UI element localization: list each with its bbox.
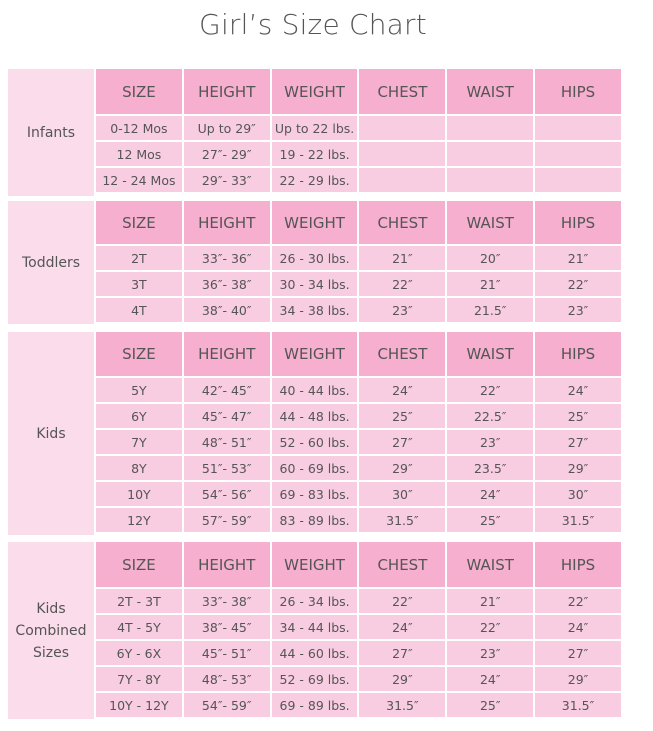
cell-waist: 23.5″ bbox=[447, 456, 535, 482]
cell-hips: 22″ bbox=[535, 272, 621, 298]
cell-weight: 52 - 69 lbs. bbox=[272, 667, 360, 693]
group-label-text: Toddlers bbox=[21, 254, 81, 271]
cell-hips: 27″ bbox=[535, 430, 621, 456]
group-label-text bbox=[15, 598, 86, 664]
cell-weight: 34 - 44 lbs. bbox=[272, 615, 360, 641]
cell-hips: 23″ bbox=[535, 298, 621, 324]
cell-chest: 31.5″ bbox=[359, 693, 447, 719]
group-label-line: Combined bbox=[15, 622, 87, 639]
cell-size: 0-12 Mos bbox=[96, 116, 184, 142]
cell-waist: 21″ bbox=[447, 589, 535, 615]
table-row bbox=[96, 298, 621, 324]
header-row bbox=[96, 69, 621, 116]
cell-hips: 30″ bbox=[535, 482, 621, 508]
cell-chest: 23″ bbox=[359, 298, 447, 324]
cell-height: 38″- 45″ bbox=[184, 615, 272, 641]
table-row bbox=[96, 456, 621, 482]
group-label bbox=[8, 201, 94, 324]
cell-hips: 29″ bbox=[535, 456, 621, 482]
header-waist: WAIST bbox=[447, 332, 535, 378]
group-label-line: Sizes bbox=[32, 644, 70, 661]
cell-waist: 24″ bbox=[447, 482, 535, 508]
group-label bbox=[8, 69, 94, 196]
cell-size: 4T - 5Y bbox=[96, 615, 184, 641]
cell-waist bbox=[447, 116, 535, 142]
cell-hips: 24″ bbox=[535, 615, 621, 641]
group-rows bbox=[96, 69, 621, 194]
group-rows bbox=[96, 201, 621, 324]
header-weight: WEIGHT bbox=[272, 69, 360, 116]
header-waist: WAIST bbox=[447, 542, 535, 589]
cell-size: 5Y bbox=[96, 378, 184, 404]
header-size: SIZE bbox=[96, 69, 184, 116]
cell-chest: 29″ bbox=[359, 667, 447, 693]
cell-waist: 25″ bbox=[447, 508, 535, 534]
size-group-infants bbox=[8, 69, 621, 196]
table-row bbox=[96, 430, 621, 456]
cell-chest bbox=[359, 168, 447, 194]
cell-hips: 25″ bbox=[535, 404, 621, 430]
table-row bbox=[96, 667, 621, 693]
cell-weight: 83 - 89 lbs. bbox=[272, 508, 360, 534]
table-row bbox=[96, 168, 621, 194]
cell-height: 29″- 33″ bbox=[184, 168, 272, 194]
cell-size: 2T bbox=[96, 246, 184, 272]
cell-size: 7Y bbox=[96, 430, 184, 456]
cell-weight: 30 - 34 lbs. bbox=[272, 272, 360, 298]
table-row bbox=[96, 404, 621, 430]
cell-waist: 21.5″ bbox=[447, 298, 535, 324]
cell-hips: 29″ bbox=[535, 667, 621, 693]
cell-chest: 27″ bbox=[359, 641, 447, 667]
cell-waist: 22″ bbox=[447, 378, 535, 404]
header-hips: HIPS bbox=[535, 69, 621, 116]
cell-height: 48″- 51″ bbox=[184, 430, 272, 456]
table-row bbox=[96, 272, 621, 298]
cell-height: 38″- 40″ bbox=[184, 298, 272, 324]
cell-size: 6Y bbox=[96, 404, 184, 430]
cell-size: 2T - 3T bbox=[96, 589, 184, 615]
page-title: Girl’s Size Chart bbox=[199, 8, 427, 41]
cell-waist: 23″ bbox=[447, 430, 535, 456]
cell-height: 51″- 53″ bbox=[184, 456, 272, 482]
cell-size: 12 - 24 Mos bbox=[96, 168, 184, 194]
cell-waist: 22″ bbox=[447, 615, 535, 641]
cell-chest: 22″ bbox=[359, 589, 447, 615]
group-rows bbox=[96, 542, 621, 719]
header-hips: HIPS bbox=[535, 201, 621, 246]
header-height: HEIGHT bbox=[184, 201, 272, 246]
table-row bbox=[96, 142, 621, 168]
header-height: HEIGHT bbox=[184, 69, 272, 116]
cell-chest bbox=[359, 116, 447, 142]
header-chest: CHEST bbox=[359, 332, 447, 378]
table-row bbox=[96, 508, 621, 534]
group-rows bbox=[96, 332, 621, 534]
cell-hips bbox=[535, 168, 621, 194]
cell-chest: 25″ bbox=[359, 404, 447, 430]
cell-hips: 31.5″ bbox=[535, 693, 621, 719]
cell-weight: 52 - 60 lbs. bbox=[272, 430, 360, 456]
cell-height: 27″- 29″ bbox=[184, 142, 272, 168]
header-chest: CHEST bbox=[359, 542, 447, 589]
cell-weight: 19 - 22 lbs. bbox=[272, 142, 360, 168]
header-size: SIZE bbox=[96, 201, 184, 246]
cell-height: 45″- 51″ bbox=[184, 641, 272, 667]
header-row bbox=[96, 542, 621, 589]
cell-height: 33″- 36″ bbox=[184, 246, 272, 272]
header-chest: CHEST bbox=[359, 201, 447, 246]
cell-hips: 24″ bbox=[535, 378, 621, 404]
cell-height: 54″- 56″ bbox=[184, 482, 272, 508]
cell-height: 45″- 47″ bbox=[184, 404, 272, 430]
cell-weight: 69 - 89 lbs. bbox=[272, 693, 360, 719]
cell-hips: 27″ bbox=[535, 641, 621, 667]
group-label-text: Kids bbox=[36, 425, 66, 442]
cell-weight: 40 - 44 lbs. bbox=[272, 378, 360, 404]
cell-hips: 21″ bbox=[535, 246, 621, 272]
cell-height: 57″- 59″ bbox=[184, 508, 272, 534]
cell-size: 10Y - 12Y bbox=[96, 693, 184, 719]
cell-chest: 27″ bbox=[359, 430, 447, 456]
cell-waist: 23″ bbox=[447, 641, 535, 667]
cell-size: 12Y bbox=[96, 508, 184, 534]
header-size: SIZE bbox=[96, 542, 184, 589]
cell-chest: 22″ bbox=[359, 272, 447, 298]
cell-waist: 21″ bbox=[447, 272, 535, 298]
header-hips: HIPS bbox=[535, 332, 621, 378]
table-row bbox=[96, 378, 621, 404]
cell-height: 54″- 59″ bbox=[184, 693, 272, 719]
table-row bbox=[96, 589, 621, 615]
cell-waist: 22.5″ bbox=[447, 404, 535, 430]
cell-height: 36″- 38″ bbox=[184, 272, 272, 298]
header-waist: WAIST bbox=[447, 69, 535, 116]
cell-chest bbox=[359, 142, 447, 168]
cell-weight: 44 - 60 lbs. bbox=[272, 641, 360, 667]
header-weight: WEIGHT bbox=[272, 542, 360, 589]
cell-weight: 26 - 34 lbs. bbox=[272, 589, 360, 615]
cell-hips: 31.5″ bbox=[535, 508, 621, 534]
cell-waist: 20″ bbox=[447, 246, 535, 272]
header-chest: CHEST bbox=[359, 69, 447, 116]
cell-waist: 24″ bbox=[447, 667, 535, 693]
cell-waist: 25″ bbox=[447, 693, 535, 719]
header-hips: HIPS bbox=[535, 542, 621, 589]
group-label bbox=[8, 542, 94, 719]
size-group-toddlers bbox=[8, 201, 621, 324]
table-row bbox=[96, 641, 621, 667]
header-size: SIZE bbox=[96, 332, 184, 378]
cell-height: 48″- 53″ bbox=[184, 667, 272, 693]
cell-height: 42″- 45″ bbox=[184, 378, 272, 404]
cell-size: 4T bbox=[96, 298, 184, 324]
cell-height: 33″- 38″ bbox=[184, 589, 272, 615]
header-row bbox=[96, 332, 621, 378]
cell-size: 8Y bbox=[96, 456, 184, 482]
cell-weight: 34 - 38 lbs. bbox=[272, 298, 360, 324]
header-height: HEIGHT bbox=[184, 332, 272, 378]
header-weight: WEIGHT bbox=[272, 201, 360, 246]
cell-chest: 24″ bbox=[359, 615, 447, 641]
cell-size: 10Y bbox=[96, 482, 184, 508]
cell-weight: 60 - 69 lbs. bbox=[272, 456, 360, 482]
cell-hips bbox=[535, 142, 621, 168]
cell-weight: 22 - 29 lbs. bbox=[272, 168, 360, 194]
table-row bbox=[96, 116, 621, 142]
size-group-kids-combined bbox=[8, 542, 621, 719]
cell-weight: Up to 22 lbs. bbox=[272, 116, 360, 142]
cell-size: 7Y - 8Y bbox=[96, 667, 184, 693]
group-label-text: Infants bbox=[26, 124, 76, 141]
cell-weight: 44 - 48 lbs. bbox=[272, 404, 360, 430]
group-label bbox=[8, 332, 94, 535]
cell-waist bbox=[447, 142, 535, 168]
cell-size: 6Y - 6X bbox=[96, 641, 184, 667]
header-weight: WEIGHT bbox=[272, 332, 360, 378]
cell-weight: 26 - 30 lbs. bbox=[272, 246, 360, 272]
header-row bbox=[96, 201, 621, 246]
size-group-kids bbox=[8, 332, 621, 535]
table-row bbox=[96, 246, 621, 272]
cell-waist bbox=[447, 168, 535, 194]
cell-chest: 24″ bbox=[359, 378, 447, 404]
cell-hips bbox=[535, 116, 621, 142]
cell-hips: 22″ bbox=[535, 589, 621, 615]
cell-weight: 69 - 83 lbs. bbox=[272, 482, 360, 508]
header-height: HEIGHT bbox=[184, 542, 272, 589]
table-row bbox=[96, 693, 621, 719]
header-waist: WAIST bbox=[447, 201, 535, 246]
cell-size: 12 Mos bbox=[96, 142, 184, 168]
cell-chest: 30″ bbox=[359, 482, 447, 508]
cell-chest: 21″ bbox=[359, 246, 447, 272]
table-row bbox=[96, 482, 621, 508]
group-label-line: Kids bbox=[36, 600, 66, 617]
cell-height: Up to 29″ bbox=[184, 116, 272, 142]
cell-chest: 31.5″ bbox=[359, 508, 447, 534]
cell-size: 3T bbox=[96, 272, 184, 298]
cell-chest: 29″ bbox=[359, 456, 447, 482]
table-row bbox=[96, 615, 621, 641]
